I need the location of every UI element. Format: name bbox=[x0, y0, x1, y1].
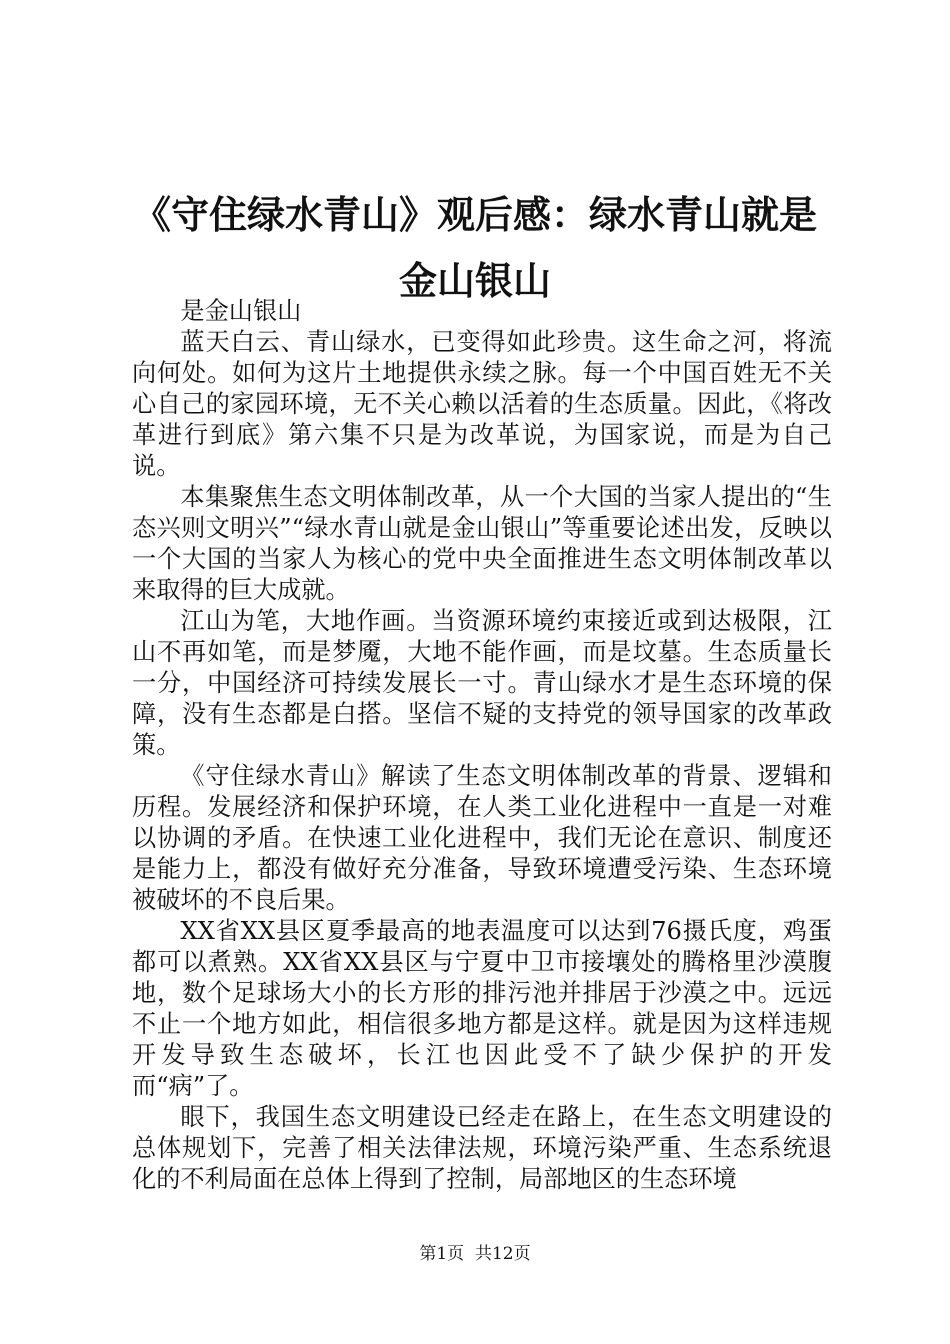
document-body bbox=[132, 296, 832, 1195]
paragraph-6: XX省XX县区夏季最高的地表温度可以达到76摄氏度，鸡蛋都可以煮熟。XX省XX县区与宁夏中卫市接壤处的腾格里沙漠腹地，数个足球场大小的长方形的排污池并排居于沙漠之中。远远不止一个地方如此，相信很多地方都是这样。就是因为这样违规开发导致生态破坏，长江也因此受不了缺少保护的开发而“病”了。 bbox=[132, 917, 832, 1100]
page-number: 第1页 共12页 bbox=[419, 1244, 531, 1264]
paragraph-2: 蓝天白云、青山绿水，已变得如此珍贵。这生命之河，将流向何处。如何为这片土地提供永续之脉。每一个中国百姓无不关心自己的家园环境，无不关心赖以活着的生态质量。因此，《将改革进行到底》第六集不只是为改革说，为国家说，而是为自己说。 bbox=[132, 328, 832, 480]
page-footer bbox=[0, 1242, 950, 1266]
paragraph-7: 眼下，我国生态文明建设已经走在路上，在生态文明建设的总体规划下，完善了相关法律法规，环境污染严重、生态系统退化的不利局面在总体上得到了控制，局部地区的生态环境 bbox=[132, 1103, 832, 1193]
paragraph-4: 江山为笔，大地作画。当资源环境约束接近或到达极限，江山不再如笔，而是梦魇，大地不能作画，而是坟墓。生态质量长一分，中国经济可持续发展长一寸。青山绿水才是生态环境的保障，没有生态都是白搭。坚信不疑的支持党的领导国家的改革政策。 bbox=[132, 607, 832, 759]
paragraph-1: 是金山银山 bbox=[180, 297, 302, 325]
paragraph-3: 本集聚焦生态文明体制改革，从一个大国的当家人提出的“生态兴则文明兴”“绿水青山就是金山银山”等重要论述出发，反映以一个大国的当家人为核心的党中央全面推进生态文明体制改革以来取得的巨大成就。 bbox=[132, 483, 832, 604]
paragraph-5: 《守住绿水青山》解读了生态文明体制改革的背景、逻辑和历程。发展经济和保护环境，在人类工业化进程中一直是一对难以协调的矛盾。在快速工业化进程中，我们无论在意识、制度还是能力上，都没有做好充分准备，导致环境遭受污染、生态环境被破坏的不良后果。 bbox=[132, 762, 832, 914]
document-title: 《守住绿水青山》观后感：绿水青山就是金山银山 bbox=[132, 192, 817, 303]
